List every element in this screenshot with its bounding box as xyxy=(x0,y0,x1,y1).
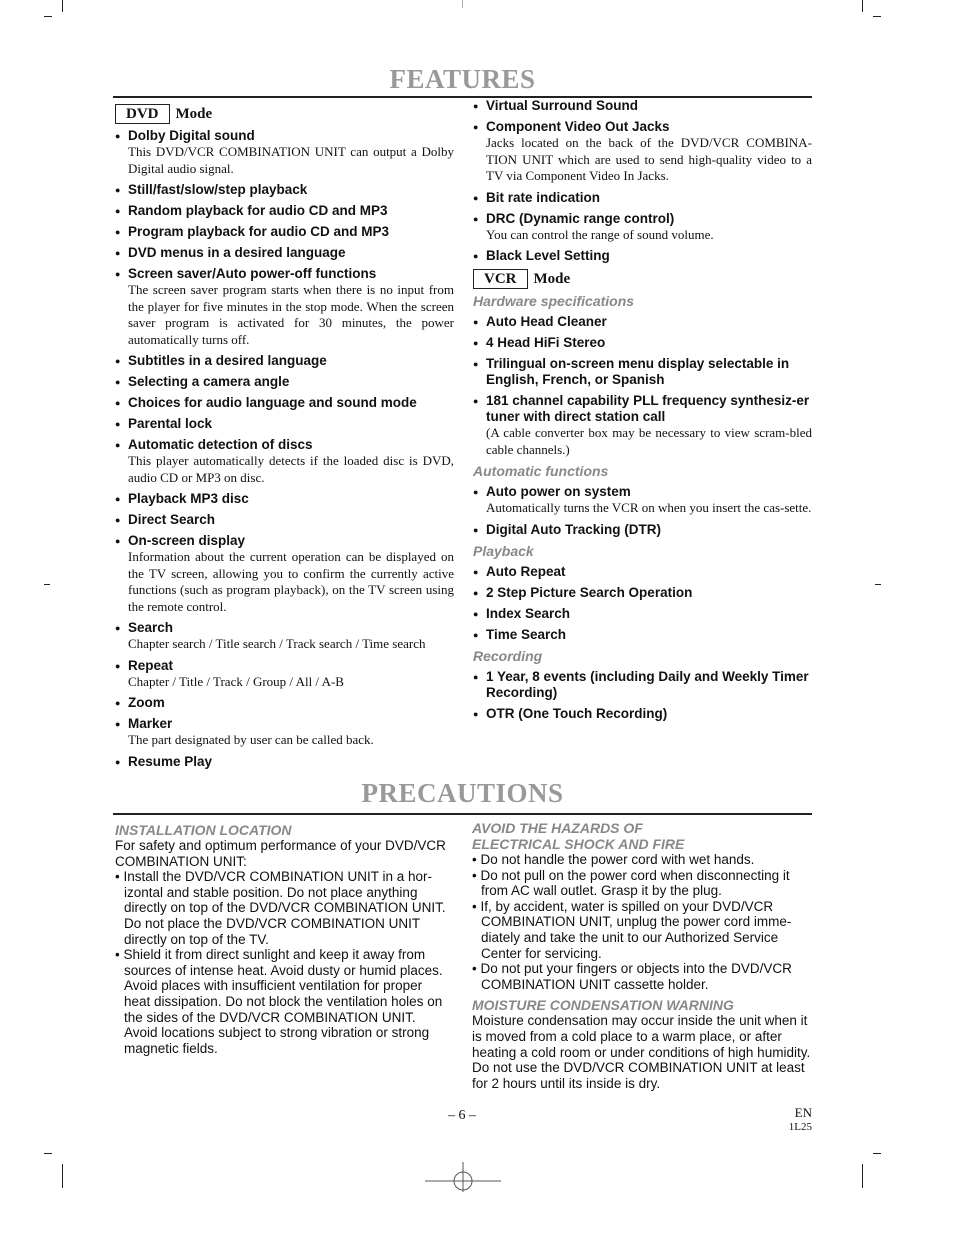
hardware-specifications-heading: Hardware specifications xyxy=(473,293,635,309)
feature-title-text: Auto Head Cleaner xyxy=(486,314,607,329)
feature-description: This DVD/VCR COMBINATION UNIT can output a Dolby Digital audio signal. xyxy=(128,144,454,176)
precaution-bullet-text: If, by accident, water is spilled on your DVD/VCR COMBINATION UNIT, unplug the power cord imme-diately and take the unit to our Authorized Service Center for servicing. xyxy=(480,898,792,961)
vcr-badge: VCR xyxy=(473,269,528,289)
feature-item xyxy=(473,585,812,601)
vcr-mode-label: Mode xyxy=(533,271,571,287)
features-left-column xyxy=(115,104,454,775)
feature-title-text: DVD menus in a desired language xyxy=(128,245,346,260)
feature-item xyxy=(473,314,812,330)
precautions-title: PRECAUTIONS xyxy=(361,778,564,808)
bullet-icon: ● xyxy=(115,660,121,671)
feature-description: This player automatically detects if the loaded disc is DVD, audio CD or MP3 on disc. xyxy=(128,453,454,485)
registration-mark-icon xyxy=(425,1162,501,1192)
feature-title xyxy=(115,512,454,528)
feature-title xyxy=(115,437,454,453)
feature-title-text: Bit rate indication xyxy=(486,189,601,205)
bullet-icon: ● xyxy=(473,317,479,327)
feature-title-text: Parental lock xyxy=(128,416,213,431)
feature-item xyxy=(115,512,454,528)
feature-item xyxy=(473,335,812,351)
feature-title-text: Digital Auto Tracking (DTR) xyxy=(486,521,661,537)
feature-title xyxy=(115,695,454,711)
hardware-feature-list xyxy=(473,314,812,458)
feature-item xyxy=(115,620,454,653)
precaution-bullet-text: Do not put your fingers or objects into the DVD/VCR COMBINATION UNIT cassette holder. xyxy=(480,961,792,992)
feature-title-text: Dolby Digital sound xyxy=(128,128,255,143)
feature-title-text: Choices for audio language and sound mode xyxy=(128,395,417,410)
feature-item xyxy=(473,522,812,538)
hazards-heading-line2: ELECTRICAL SHOCK AND FIRE xyxy=(472,836,685,852)
feature-item xyxy=(115,353,454,369)
feature-title xyxy=(115,203,454,219)
feature-title xyxy=(115,224,454,240)
feature-item xyxy=(115,533,454,615)
feature-title-text: Search xyxy=(128,620,174,635)
bullet-icon: ● xyxy=(115,494,121,504)
bullet-icon: ● xyxy=(473,708,479,719)
feature-title-text: Program playback for audio CD and MP3 xyxy=(128,224,390,239)
feature-title xyxy=(473,190,812,206)
precaution-bullet xyxy=(115,947,452,1056)
precaution-bullet-text: Do not pull on the power cord when disconnecting it from AC wall outlet. Grasp it by the plug. xyxy=(480,867,790,899)
bullet-icon: ● xyxy=(473,213,479,224)
feature-title xyxy=(473,606,812,622)
feature-title-text: On-screen display xyxy=(128,533,246,548)
crop-mark xyxy=(62,0,63,12)
page-number: – 6 – xyxy=(448,1108,476,1123)
language-code: EN xyxy=(794,1105,812,1120)
feature-title-text: Random playback for audio CD and MP3 xyxy=(128,203,388,218)
feature-title-text: Marker xyxy=(128,716,173,731)
precaution-bullet xyxy=(115,869,452,947)
feature-title xyxy=(473,564,812,580)
feature-title xyxy=(473,314,812,330)
feature-title xyxy=(115,620,454,636)
bullet-icon: ● xyxy=(115,185,121,195)
feature-item xyxy=(473,606,812,622)
feature-title xyxy=(115,416,454,432)
feature-item xyxy=(115,695,454,711)
features-title: FEATURES xyxy=(389,64,536,94)
feature-description: The part designated by user can be called back. xyxy=(128,732,374,747)
bullet-icon: • xyxy=(472,867,481,883)
feature-item xyxy=(473,627,812,643)
feature-item xyxy=(115,224,454,240)
bullet-icon: ● xyxy=(473,587,479,598)
bullet-icon: ● xyxy=(473,122,479,132)
feature-item xyxy=(115,374,454,390)
crop-mark xyxy=(873,1153,881,1154)
bullet-icon: ● xyxy=(473,359,479,369)
bullet-icon: ● xyxy=(115,269,121,279)
feature-title-text: Zoom xyxy=(128,695,165,710)
feature-title xyxy=(473,211,812,227)
feature-item xyxy=(115,395,454,411)
crop-mark xyxy=(875,584,881,585)
feature-item xyxy=(115,658,454,691)
feature-title xyxy=(115,374,454,390)
feature-title xyxy=(115,182,454,198)
feature-title-text: Playback MP3 disc xyxy=(128,491,249,506)
feature-title-text: Screen saver/Auto power-off functions xyxy=(128,266,377,281)
bullet-icon: • xyxy=(472,961,481,977)
bullet-icon: ● xyxy=(473,101,479,111)
feature-item xyxy=(115,437,454,486)
feature-title-text: Subtitles in a desired language xyxy=(128,353,327,368)
feature-title xyxy=(473,248,812,264)
crop-mark xyxy=(862,1164,863,1188)
feature-title-text: Selecting a camera angle xyxy=(128,374,290,389)
feature-title-text: Trilingual on-screen menu display selectable in English, French, or Spanish xyxy=(486,356,790,387)
feature-item xyxy=(473,669,812,701)
precaution-bullet xyxy=(472,899,813,961)
installation-bullets xyxy=(115,869,452,1056)
feature-title xyxy=(115,533,454,549)
bullet-icon: ● xyxy=(115,515,121,525)
bullet-icon: ● xyxy=(115,419,121,429)
bullet-icon: ● xyxy=(473,671,479,682)
feature-title-text: Still/fast/slow/step playback xyxy=(128,182,308,197)
feature-description: (A cable converter box may be necessary to view scram-bled cable channels.) xyxy=(486,425,812,457)
feature-item xyxy=(115,128,454,177)
feature-title-text: Virtual Surround Sound xyxy=(486,98,639,113)
crop-mark xyxy=(44,1153,52,1154)
playback-feature-list xyxy=(473,564,812,643)
bullet-icon: ● xyxy=(115,719,121,729)
feature-item xyxy=(115,266,454,348)
feature-title xyxy=(115,716,454,732)
feature-title-text: 1 Year, 8 events (including Daily and Weekly Timer Recording) xyxy=(486,668,809,700)
bullet-icon: ● xyxy=(473,629,479,640)
feature-item xyxy=(473,98,812,114)
feature-title xyxy=(473,706,812,722)
dvd-feature-list xyxy=(115,128,454,770)
bullet-icon: ● xyxy=(115,536,121,546)
bullet-icon: ● xyxy=(115,131,121,141)
hazards-heading-line1: AVOID THE HAZARDS OF xyxy=(472,820,643,836)
installation-location-heading: INSTALLATION LOCATION xyxy=(115,822,292,838)
feature-item xyxy=(115,182,454,198)
bullet-icon: ● xyxy=(473,192,479,203)
precaution-bullet xyxy=(472,961,813,992)
feature-title-text: Index Search xyxy=(486,605,571,621)
dvd-feature-list-continued xyxy=(473,98,812,264)
feature-title-text: 2 Step Picture Search Operation xyxy=(486,584,693,600)
bullet-icon: • xyxy=(115,869,124,885)
feature-title xyxy=(473,335,812,351)
feature-title xyxy=(473,669,812,701)
feature-title-text: 181 channel capability PLL frequency synthesiz-er tuner with direct station call xyxy=(486,393,810,424)
feature-item xyxy=(115,716,454,749)
installation-intro: For safety and optimum performance of your DVD/VCR COMBINATION UNIT: xyxy=(115,838,446,869)
feature-description: Automatically turns the VCR on when you insert the cas-sette. xyxy=(486,500,812,515)
feature-title xyxy=(473,522,812,538)
bullet-icon: ● xyxy=(115,756,121,767)
recording-heading: Recording xyxy=(473,647,543,664)
feature-item xyxy=(115,245,454,261)
feature-title-text: Direct Search xyxy=(128,512,216,527)
feature-item xyxy=(115,491,454,507)
vcr-mode-header xyxy=(473,269,812,291)
precaution-bullet xyxy=(472,868,813,899)
feature-item xyxy=(473,393,812,458)
feature-title xyxy=(115,245,454,261)
bullet-icon: ● xyxy=(115,698,121,708)
bullet-icon: ● xyxy=(115,377,121,387)
feature-title xyxy=(473,393,812,425)
feature-title xyxy=(473,484,812,500)
precaution-bullet-text: Shield it from direct sunlight and keep it away from sources of intense heat. Avoid dusty or humid places. Avoid places with insufficient ventilation for proper heat dissipation. Do not block the ventilation holes on the sides of the DVD/VCR COMBINATION UNIT. Avoid locations subject to strong vibration or strong magnetic fields. xyxy=(123,947,443,1056)
crop-mark xyxy=(862,0,863,12)
feature-item xyxy=(473,190,812,206)
feature-title xyxy=(473,627,812,643)
feature-item xyxy=(473,564,812,580)
dvd-mode-header xyxy=(115,104,454,126)
precaution-bullet-text: Do not handle the power cord with wet hands. xyxy=(480,852,755,867)
automatic-feature-list xyxy=(473,484,812,538)
precaution-bullet-text: Install the DVD/VCR COMBINATION UNIT in a hor-izontal and stable position. Do not place anything directly on top of the DVD/VCR COMBINATION UNIT. Do not place the DVD/VCR COMBINATION UNIT directly on top of the TV. xyxy=(123,869,446,947)
precautions-left-column xyxy=(115,822,452,1056)
feature-title-text: Time Search xyxy=(486,626,567,642)
feature-item xyxy=(473,356,812,388)
precaution-bullet xyxy=(472,852,813,868)
bullet-icon: ● xyxy=(473,251,479,261)
feature-title-text: Auto power on system xyxy=(486,484,631,499)
feature-title xyxy=(115,353,454,369)
dvd-badge: DVD xyxy=(115,104,170,124)
feature-description: You can control the range of sound volume. xyxy=(486,226,714,242)
feature-title xyxy=(115,754,454,770)
dvd-mode-label: Mode xyxy=(175,106,213,122)
feature-title xyxy=(115,658,454,674)
bullet-icon: ● xyxy=(473,487,479,497)
bullet-icon: ● xyxy=(115,227,121,237)
bullet-icon: ● xyxy=(115,623,121,633)
feature-title-text: Automatic detection of discs xyxy=(128,437,313,452)
playback-heading: Playback xyxy=(473,542,534,559)
feature-item xyxy=(115,754,454,770)
bullet-icon: ● xyxy=(473,608,479,619)
feature-title-text: Repeat xyxy=(128,657,174,673)
crop-mark xyxy=(873,16,881,17)
feature-item xyxy=(115,203,454,219)
recording-feature-list xyxy=(473,669,812,722)
bullet-icon: ● xyxy=(473,338,479,348)
bullet-icon: ● xyxy=(115,440,121,450)
feature-title-text: Resume Play xyxy=(128,753,213,769)
bullet-icon: ● xyxy=(115,248,121,258)
crop-mark xyxy=(44,584,50,585)
automatic-functions-heading: Automatic functions xyxy=(473,463,609,479)
model-code: 1L25 xyxy=(788,1121,812,1133)
feature-title xyxy=(115,491,454,507)
feature-title-text: 4 Head HiFi Stereo xyxy=(486,335,606,350)
feature-title xyxy=(115,266,454,282)
bullet-icon: ● xyxy=(473,396,479,406)
feature-description: Chapter / Title / Track / Group / All / A-B xyxy=(128,673,344,689)
feature-title xyxy=(473,356,812,388)
bullet-icon: ● xyxy=(115,356,121,366)
feature-item xyxy=(473,248,812,264)
feature-description: Chapter search / Title search / Track search / Time search xyxy=(128,636,426,651)
feature-item xyxy=(115,416,454,432)
moisture-text: Moisture condensation may occur inside the unit when it is moved from a cold place to a warm place, or after heating a cold room or under conditions of high humidity. Do not use the DVD/VCR COMBINATION UNIT at least for 2 hours until its inside is dry. xyxy=(472,1013,811,1091)
features-right-column xyxy=(473,98,812,727)
feature-title-text: Black Level Setting xyxy=(486,248,610,263)
feature-title xyxy=(473,98,812,114)
feature-title xyxy=(473,119,812,135)
feature-title-text: Auto Repeat xyxy=(486,563,566,579)
feature-title-text: DRC (Dynamic range control) xyxy=(486,210,675,226)
feature-item xyxy=(473,211,812,244)
bullet-icon: ● xyxy=(115,206,121,216)
bullet-icon: • xyxy=(472,898,481,914)
bullet-icon: • xyxy=(472,852,481,867)
feature-item xyxy=(473,119,812,185)
hazards-bullets xyxy=(472,852,813,992)
crop-mark xyxy=(462,0,463,8)
crop-mark xyxy=(62,1164,63,1188)
feature-title xyxy=(115,128,454,144)
crop-mark xyxy=(44,16,52,17)
bullet-icon: ● xyxy=(473,566,479,577)
feature-item xyxy=(473,484,812,517)
feature-description: Jacks located on the back of the DVD/VCR COMBINA-TION UNIT which are used to send high-quality video to a TV via Component Video In Jacks. xyxy=(486,135,812,183)
bullet-icon: ● xyxy=(115,398,121,408)
bullet-icon: • xyxy=(115,947,124,963)
feature-description: Information about the current operation can be displayed on the TV screen, allowing you to confirm the currently active functions (such as program playback), on the TV screen using the remote control. xyxy=(128,549,454,614)
feature-description: The screen saver program starts when there is no input from the player for five minutes in the stop mode. When the screen saver program is activated for 30 minutes, the power automatically turns off. xyxy=(128,282,454,347)
feature-item xyxy=(473,706,812,722)
precautions-rule xyxy=(113,813,812,815)
feature-title-text: Component Video Out Jacks xyxy=(486,119,670,134)
precautions-right-column xyxy=(472,820,813,1091)
feature-title xyxy=(473,585,812,601)
bullet-icon: ● xyxy=(473,524,479,535)
feature-title-text: OTR (One Touch Recording) xyxy=(486,705,668,721)
feature-title xyxy=(115,395,454,411)
moisture-heading: MOISTURE CONDENSATION WARNING xyxy=(472,997,734,1014)
